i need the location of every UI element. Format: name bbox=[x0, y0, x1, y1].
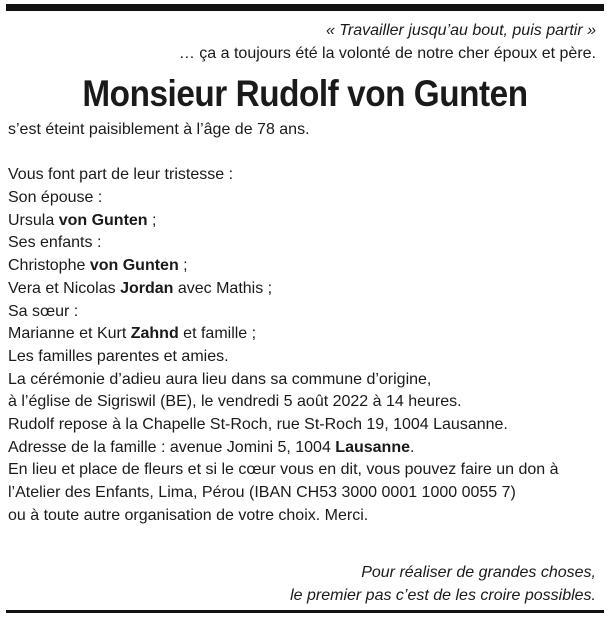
spouse-end: ; bbox=[147, 211, 157, 229]
deceased-name-title: Monsieur Rudolf von Gunten bbox=[82, 73, 528, 114]
address-prefix: Adresse de la famille : avenue Jomini 5, 1004 bbox=[8, 438, 336, 456]
epigraph-continuation: … ça a toujours été la volonté de notre cher époux et père. bbox=[178, 45, 596, 62]
spouse-first: Ursula bbox=[8, 211, 59, 229]
child1-first: Christophe bbox=[8, 257, 90, 275]
sister-first: Marianne et Kurt bbox=[8, 325, 131, 343]
address-line bbox=[8, 437, 559, 460]
child1-last: von Gunten bbox=[89, 257, 179, 275]
ceremony-line-2: à l’église de Sigriswil (BE), le vendredi 5 août 2022 à 14 heures. bbox=[8, 393, 462, 411]
sister-end: et famille ; bbox=[178, 325, 257, 343]
relatives-line: Les familles parentes et amies. bbox=[8, 347, 229, 365]
top-rule bbox=[6, 4, 604, 11]
intro-line: s’est éteint paisiblement à l’âge de 78 ans. bbox=[8, 121, 310, 138]
child2-line bbox=[8, 278, 559, 301]
sister-last: Zahnd bbox=[130, 325, 179, 343]
donation-line-1: En lieu et place de fleurs et si le cœur vous en dit, vous pouvez faire un don à bbox=[8, 461, 559, 479]
paragraph-gap bbox=[8, 142, 559, 165]
bottom-rule bbox=[6, 610, 604, 613]
address-end: . bbox=[409, 438, 415, 456]
child2-end: avec Mathis ; bbox=[173, 279, 273, 297]
closing-line-2: le premier pas c’est de les croire possibles. bbox=[290, 587, 596, 604]
donation-line-3: ou à toute autre organisation de votre choix. Merci. bbox=[8, 506, 369, 524]
spouse-last: von Gunten bbox=[58, 211, 148, 229]
donation-line-2: l’Atelier des Enfants, Lima, Pérou (IBAN CH53 3000 0001 1000 0055 7) bbox=[8, 484, 516, 501]
children-label: Ses enfants : bbox=[8, 234, 102, 252]
epigraph-quote: « Travailler jusqu’au bout, puis partir » bbox=[325, 22, 596, 39]
ceremony-line-1: La cérémonie d’adieu aura lieu dans sa commune d’origine, bbox=[8, 370, 432, 388]
closing-quote bbox=[290, 561, 596, 607]
announce-line: Vous font part de leur tristesse : bbox=[8, 166, 234, 184]
spouse-label: Son épouse : bbox=[8, 189, 103, 207]
address-city: Lausanne bbox=[335, 438, 410, 456]
child2-first: Vera et Nicolas bbox=[8, 279, 121, 297]
obituary-body bbox=[8, 119, 559, 527]
child2-last: Jordan bbox=[120, 279, 174, 297]
rests-line: Rudolf repose à la Chapelle St-Roch, rue St-Roch 19, 1004 Lausanne. bbox=[8, 415, 508, 433]
sister-label: Sa sœur : bbox=[8, 302, 79, 320]
closing-line-1: Pour réaliser de grandes choses, bbox=[361, 564, 596, 581]
child1-end: ; bbox=[178, 257, 188, 275]
spouse-line bbox=[8, 210, 559, 233]
sister-line bbox=[8, 323, 559, 346]
child1-line bbox=[8, 255, 559, 278]
